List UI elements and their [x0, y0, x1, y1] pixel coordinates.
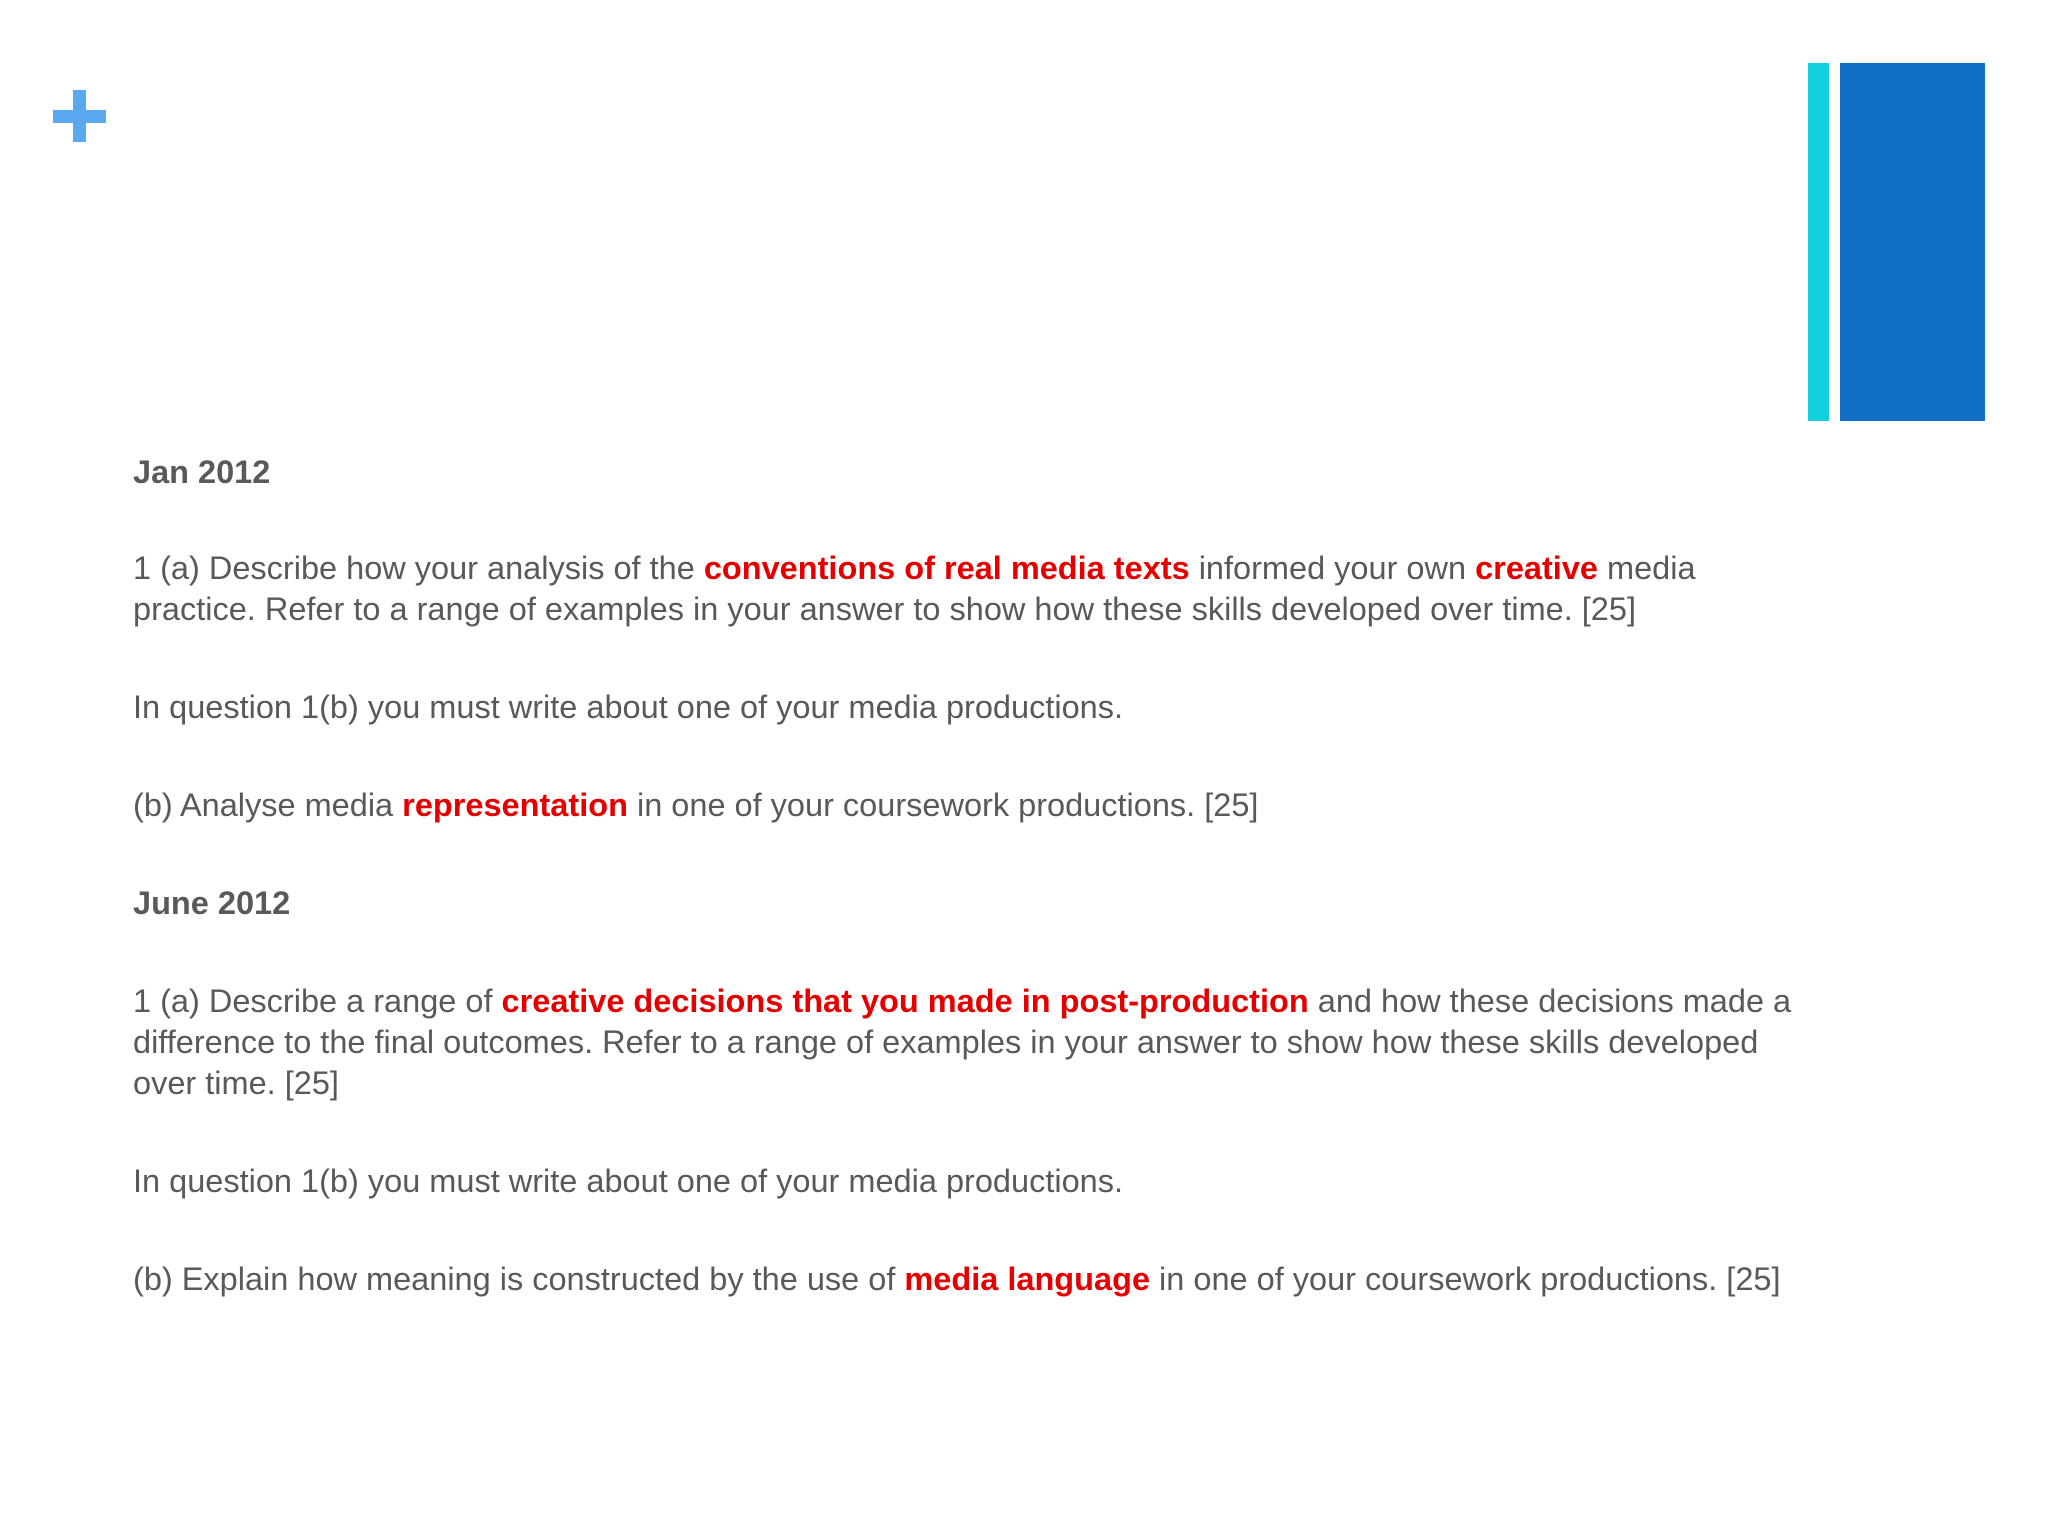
question-1b-jan-2012: [133, 785, 1793, 826]
highlight-term: conventions of real media texts: [703, 550, 1190, 586]
section-heading-jan-2012: Jan 2012: [133, 454, 271, 490]
question-text: 1 (a) Describe a range of: [133, 983, 502, 1019]
question-text: (b) Explain how meaning is constructed by the use of: [133, 1261, 905, 1297]
question-text: informed your own: [1189, 550, 1476, 586]
question-text: and how these decisions made a difference to the final outcomes. Refer to a range of examples in your answer to show how these skills developed over time. [25]: [133, 983, 1792, 1101]
plus-icon-vertical: [73, 90, 86, 142]
question-1a-jan-2012: [133, 548, 1793, 630]
highlight-term: representation: [402, 787, 628, 823]
highlight-term: media language: [904, 1261, 1151, 1297]
highlight-term: creative decisions that you made in post-production: [501, 983, 1309, 1019]
note-june-2012: In question 1(b) you must write about one of your media productions.: [133, 1163, 1123, 1199]
highlight-term: creative: [1475, 550, 1598, 586]
question-text: media practice. Refer to a range of examples in your answer to show how these skills developed over time. [25]: [133, 550, 1696, 627]
question-text: 1 (a) Describe how your analysis of the: [133, 550, 704, 586]
note-jan-2012: In question 1(b) you must write about one of your media productions.: [133, 689, 1123, 725]
question-text: (b) Analyse media: [133, 787, 403, 823]
section-heading-june-2012: June 2012: [133, 885, 291, 921]
slide-body: [133, 452, 1793, 1300]
question-text: in one of your coursework productions. [25]: [627, 787, 1259, 823]
plus-icon: [53, 90, 106, 142]
question-text: in one of your coursework productions. [25]: [1150, 1261, 1781, 1297]
question-1b-june-2012: [133, 1259, 1793, 1300]
question-1a-june-2012: [133, 981, 1793, 1104]
accent-bar-wide: [1840, 63, 1985, 421]
accent-bar-thin: [1808, 63, 1829, 421]
